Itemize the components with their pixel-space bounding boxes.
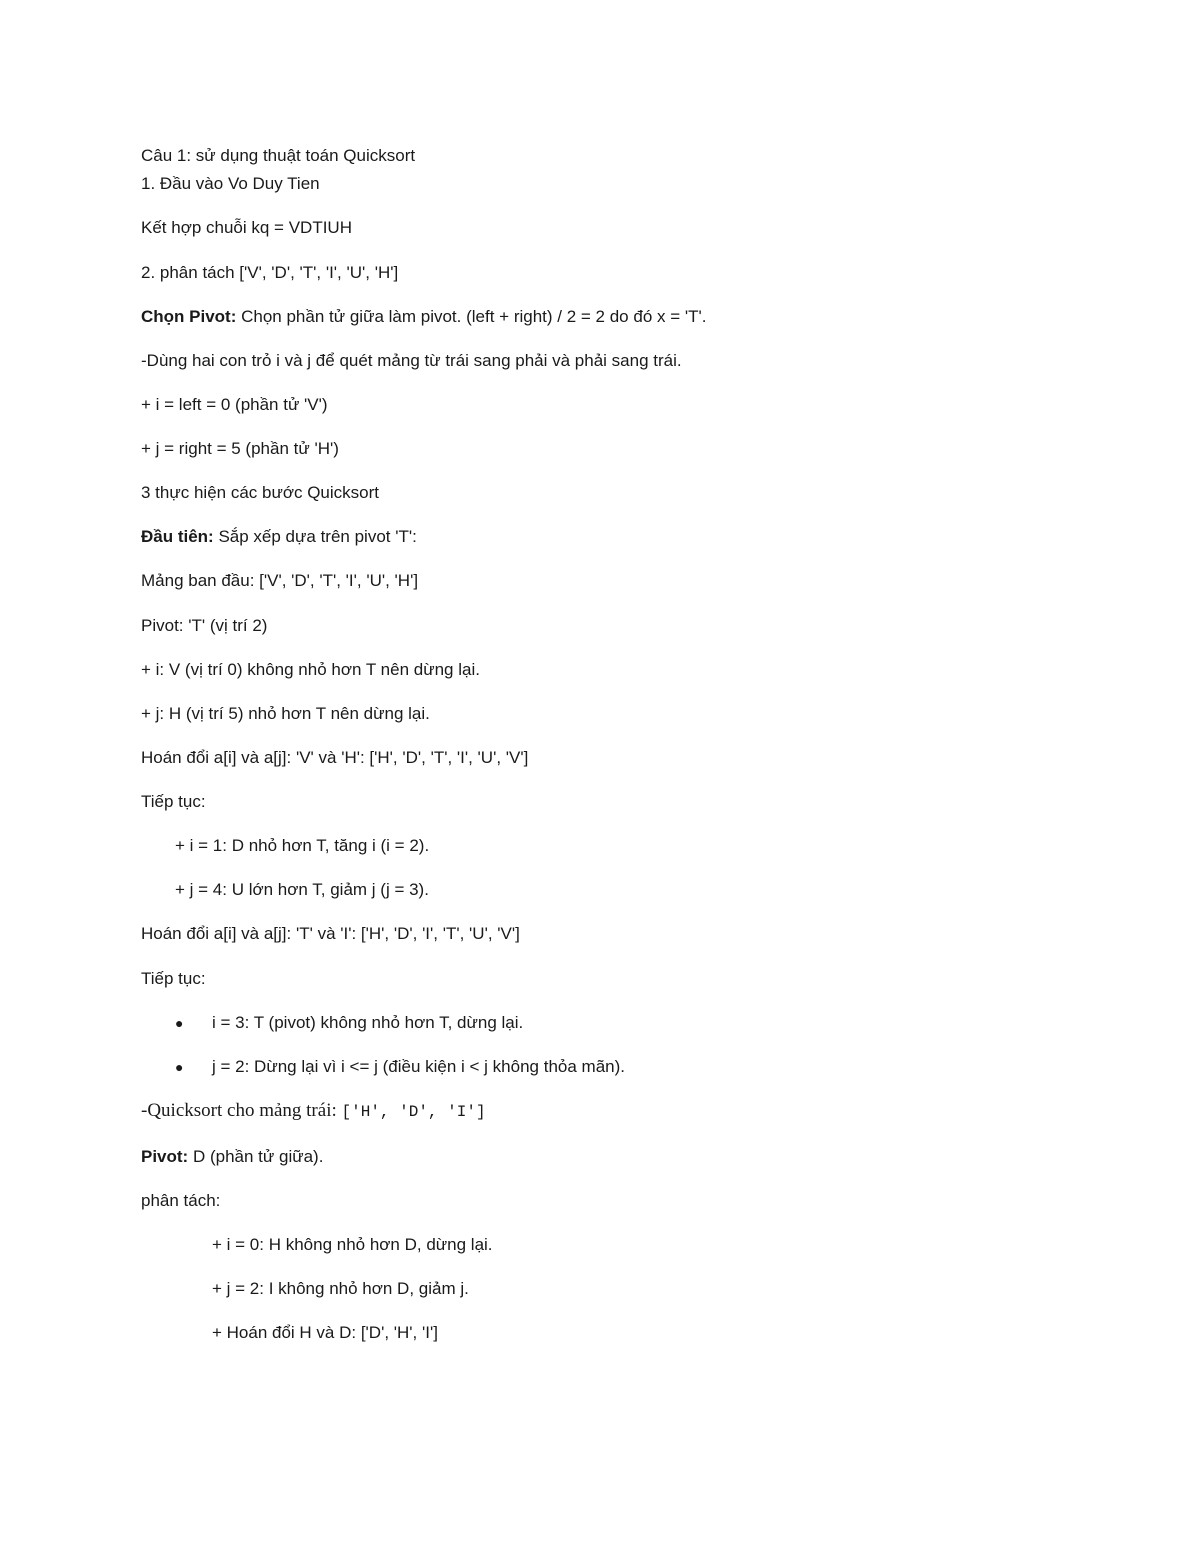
j-decrease: + j = 4: U lớn hơn T, giảm j (j = 3). (175, 880, 429, 899)
swap-2: Hoán đổi a[i] và a[j]: 'T' và 'I': ['H', 'D', 'I', 'T', 'U', 'V'] (141, 924, 520, 943)
step-input: 1. Đầu vào Vo Duy Tien (141, 174, 320, 193)
pointers-description: -Dùng hai con trỏ i và j để quét mảng từ trái sang phải và phải sang trái. (141, 351, 682, 370)
partition-i: + i = 0: H không nhỏ hơn D, dừng lại. (212, 1235, 493, 1254)
i-advance: + i = 1: D nhỏ hơn T, tăng i (i = 2). (175, 836, 430, 855)
first-step-label: Đầu tiên: (141, 527, 214, 546)
initial-array: Mảng ban đầu: ['V', 'D', 'T', 'I', 'U', 'H'] (141, 571, 419, 590)
choose-pivot-label: Chọn Pivot: (141, 307, 237, 326)
continue-1: Tiếp tục: (141, 792, 206, 811)
continue-2: Tiếp tục: (141, 969, 206, 988)
step-quicksort: 3 thực hiện các bước Quicksort (141, 483, 379, 502)
bullet-item-i: i = 3: T (pivot) không nhỏ hơn T, dừng lại. (212, 1013, 524, 1032)
pivot-position: Pivot: 'T' (vị trí 2) (141, 616, 268, 635)
first-step-text: Sắp xếp dựa trên pivot 'T': (213, 527, 417, 546)
bullet-1: ● (175, 1015, 184, 1031)
partition-j: + j = 2: I không nhỏ hơn D, giảm j. (212, 1279, 469, 1298)
choose-pivot-line (141, 306, 706, 328)
choose-pivot-text: Chọn phần tử giữa làm pivot. (left + right) / 2 = 2 do đó x = 'T'. (236, 307, 707, 326)
swap-1: Hoán đổi a[i] và a[j]: 'V' và 'H': ['H', 'D', 'T', 'I', 'U', 'V'] (141, 748, 529, 767)
bullet-2: ● (175, 1059, 184, 1075)
pivot-d-text: D (phần tử giữa). (188, 1147, 324, 1166)
left-array-code: ['H', 'D', 'I'] (341, 1103, 486, 1121)
pointer-i-init: + i = left = 0 (phần tử 'V') (141, 395, 328, 414)
partition-swap: + Hoán đổi H và D: ['D', 'H', 'I'] (212, 1323, 438, 1342)
pivot-d-label: Pivot: (141, 1147, 189, 1166)
first-step-line (141, 526, 417, 548)
left-quicksort-text: -Quicksort cho mảng trái: (141, 1100, 342, 1121)
step-split: 2. phân tách ['V', 'D', 'T', 'I', 'U', 'H'] (141, 263, 399, 282)
combined-string: Kết hợp chuỗi kq = VDTIUH (141, 218, 352, 237)
i-stop: + i: V (vị trí 0) không nhỏ hơn T nên dừng lại. (141, 660, 480, 679)
j-stop: + j: H (vị trí 5) nhỏ hơn T nên dừng lại. (141, 704, 430, 723)
left-quicksort-line (141, 1100, 486, 1123)
partition-label: phân tách: (141, 1191, 221, 1210)
pivot-d-line (141, 1146, 323, 1168)
pointer-j-init: + j = right = 5 (phần tử 'H') (141, 439, 339, 458)
question-title: Câu 1: sử dụng thuật toán Quicksort (141, 146, 416, 165)
bullet-item-j: j = 2: Dừng lại vì i <= j (điều kiện i < j không thỏa mãn). (212, 1057, 625, 1076)
